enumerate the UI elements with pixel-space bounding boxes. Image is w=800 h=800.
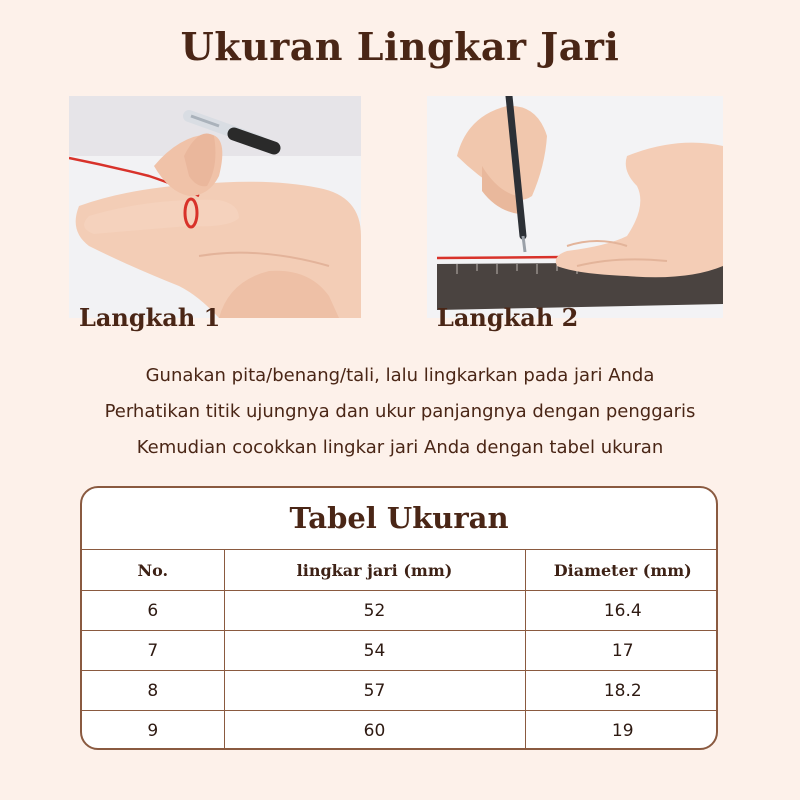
cell-circumference: 54: [224, 631, 525, 671]
cell-diameter: 19: [611, 720, 634, 741]
instruction-line: Gunakan pita/benang/tali, lalu lingkarkan pada jari Anda: [145, 365, 655, 386]
column-header-circumference: lingkar jari (mm): [224, 550, 525, 591]
table-row: [82, 671, 718, 711]
table-row: [82, 631, 718, 671]
instructions: [0, 358, 800, 466]
column-header-no: No.: [82, 550, 224, 591]
table-header-row: [82, 550, 718, 591]
cell-circumference: 60: [224, 711, 525, 751]
cell-no: 7: [82, 631, 224, 671]
cell-diameter: 17: [525, 631, 718, 671]
size-table-card: [80, 486, 718, 750]
page-title: Ukuran Lingkar Jari: [180, 24, 620, 69]
cell-no: 9: [82, 711, 224, 751]
column-header-diameter: Diameter (mm): [525, 550, 718, 591]
instruction-line: Perhatikan titik ujungnya dan ukur panjangnya dengan penggaris: [104, 401, 696, 422]
cell-diameter: 18.2: [525, 671, 718, 711]
instruction-line: Kemudian cocokkan lingkar jari Anda dengan tabel ukuran: [136, 437, 664, 458]
size-table: [82, 550, 718, 750]
step-1-label: Langkah 1: [79, 303, 221, 332]
step-2-photo: [427, 96, 723, 318]
size-table-title: Tabel Ukuran: [82, 488, 716, 550]
cell-diameter: 16.4: [525, 591, 718, 631]
cell-circumference: 57: [224, 671, 525, 711]
table-row: [82, 711, 718, 751]
table-row: [82, 591, 718, 631]
cell-no: 8: [82, 671, 224, 711]
cell-no: 6: [82, 591, 224, 631]
step-2-label: Langkah 2: [437, 303, 579, 332]
cell-circumference: 52: [224, 591, 525, 631]
step-1-photo: [69, 96, 361, 318]
